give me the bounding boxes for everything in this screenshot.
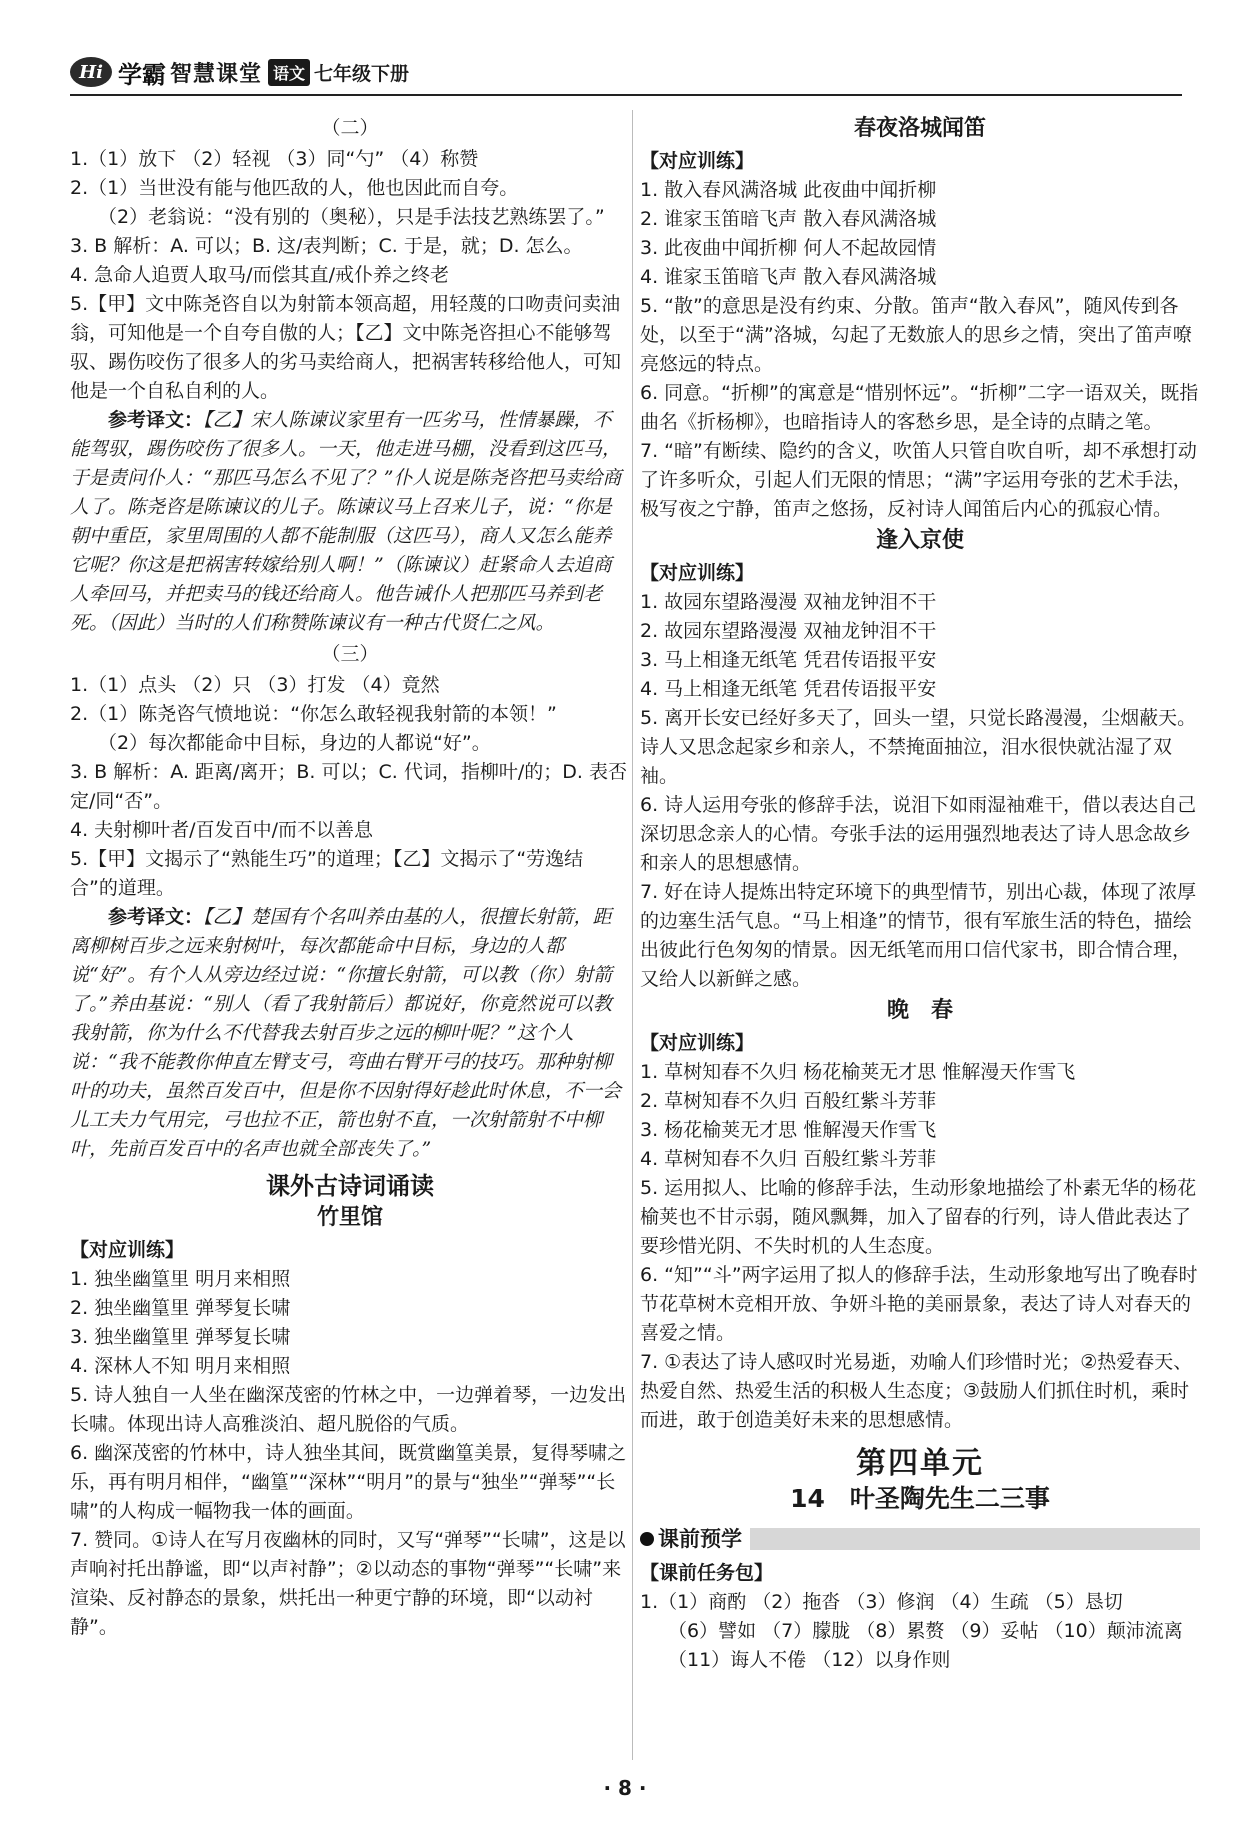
answer-item: 3. B 解析：A. 距离/离开；B. 可以；C. 代词，指柳叶/的；D. 表否定/同“否”。 bbox=[70, 761, 627, 812]
answer-item: 4. 急命人追贾人取马/而偿其直/戒仆养之终老 bbox=[70, 264, 449, 286]
column-divider bbox=[632, 110, 633, 1760]
answer-item: 1. 散入春风满洛城 此夜曲中闻折柳 bbox=[640, 179, 937, 201]
training-label: 【对应训练】 bbox=[640, 562, 755, 584]
answer-item: 4. 谁家玉笛暗飞声 散入春风满洛城 bbox=[640, 266, 937, 288]
answer-item: 4. 草树知春不久归 百般红紫斗芳菲 bbox=[640, 1148, 937, 1170]
reference-translation bbox=[70, 903, 630, 1164]
answer-item: 1.（1）放下 （2）轻视 （3）同“勺” （4）称赞 bbox=[70, 148, 479, 170]
translation-label: 参考译文： bbox=[108, 409, 204, 431]
page-header bbox=[70, 52, 409, 92]
answer-item: 5.【甲】文中陈尧咨自以为射箭本领高超，用轻蔑的口吻责问卖油翁，可知他是一个自夸自傲的人；【乙】文中陈尧咨担心不能够驾驭、踢伤咬伤了很多人的劣马卖给商人，把祸害转移给他人，可知他是一个自私自利的人。 bbox=[70, 293, 622, 402]
answer-item: 4. 夫射柳叶者/百发百中/而不以善息 bbox=[70, 819, 373, 841]
answer-item: 3. B 解析：A. 可以；B. 这/表判断；C. 于是，就；D. 怎么。 bbox=[70, 235, 583, 257]
training-label: 【对应训练】 bbox=[640, 150, 755, 172]
answer-item: 4. 深林人不知 明月来相照 bbox=[70, 1355, 291, 1377]
answer-item: 5. 运用拟人、比喻的修辞手法，生动形象地描绘了朴素无华的杨花榆荚也不甘示弱，随风飘舞，加入了留春的行列，诗人借此表达了要珍惜光阴、不失时机的人生态度。 bbox=[640, 1177, 1197, 1257]
lesson-title: 14 叶圣陶先生二三事 bbox=[790, 1484, 1050, 1513]
answer-item: 2. 故园东望路漫漫 双袖龙钟泪不干 bbox=[640, 620, 937, 642]
brand-subtitle: 智慧课堂 bbox=[170, 61, 263, 87]
grade-label: 七年级下册 bbox=[314, 62, 410, 85]
answer-item: 5. “散”的意思是没有约束、分散。笛声“散入春风”，随风传到各处，以至于“满”洛城，勾起了无数旅人的思乡之情，突出了笛声嘹亮悠远的特点。 bbox=[640, 295, 1192, 375]
poem-title-chunye: 春夜洛城闻笛 bbox=[853, 116, 986, 141]
right-column bbox=[640, 112, 1200, 1675]
section-2-title: （二） bbox=[321, 117, 379, 139]
reference-translation bbox=[70, 406, 630, 638]
answer-item: 7. 好在诗人提炼出特定环境下的典型情节，别出心裁，体现了浓厚的边塞生活气息。“马上相逢”的情节，很有军旅生活的特色，描绘出彼此行色匆匆的情景。因无纸笔而用口信代家书，即合情合理，又给人以新鲜之感。 bbox=[640, 881, 1197, 990]
answer-item: 2. 草树知春不久归 百般红紫斗芳菲 bbox=[640, 1090, 937, 1112]
training-label: 【对应训练】 bbox=[70, 1239, 185, 1261]
answer-item: 3. 独坐幽篁里 弹琴复长啸 bbox=[70, 1326, 291, 1348]
answer-item: （2）每次都能命中目标，身边的人都说“好”。 bbox=[98, 732, 491, 754]
answer-item: 6. 同意。“折柳”的寓意是“惜别怀远”。“折柳”二字一语双关，既指曲名《折杨柳》，也暗指诗人的客愁乡思，是全诗的点睛之笔。 bbox=[640, 382, 1199, 433]
answer-item: 6. 幽深茂密的竹林中，诗人独坐其间，既赏幽篁美景，复得琴啸之乐，再有明月相伴，“幽篁”“深林”“明月”的景与“独坐”“弹琴”“长啸”的人构成一幅物我一体的画面。 bbox=[70, 1442, 627, 1522]
answer-item: 3. 杨花榆荚无才思 惟解漫天作雪飞 bbox=[640, 1119, 937, 1141]
preview-label: 课前预学 bbox=[658, 1526, 742, 1551]
bullet-dot-icon bbox=[640, 1532, 654, 1546]
answer-item: 4. 马上相逢无纸笔 凭君传语报平安 bbox=[640, 678, 937, 700]
answer-item: 3. 马上相逢无纸笔 凭君传语报平安 bbox=[640, 649, 937, 671]
extra-poetry-title: 课外古诗词诵读 bbox=[266, 1172, 434, 1200]
preview-bar bbox=[750, 1528, 1200, 1550]
answer-item: （2）老翁说：“没有别的（奥秘），只是手法技艺熟练罢了。” bbox=[98, 206, 605, 228]
left-column bbox=[70, 112, 630, 1642]
answer-item: 5.【甲】文揭示了“熟能生巧”的道理；【乙】文揭示了“劳逸结合”的道理。 bbox=[70, 848, 584, 899]
answer-item: 2. 独坐幽篁里 弹琴复长啸 bbox=[70, 1297, 291, 1319]
answer-item: 1.（1）点头 （2）只 （3）打发 （4）竟然 bbox=[70, 674, 440, 696]
preview-heading bbox=[640, 1525, 750, 1554]
answer-item: 6. 诗人运用夸张的修辞手法，说泪下如雨湿袖难干，借以表达自己深切思念亲人的心情。夸张手法的运用强烈地表达了诗人思念故乡和亲人的思想感情。 bbox=[640, 794, 1197, 874]
answer-item: 2.（1）当世没有能与他匹敌的人，他也因此而自夸。 bbox=[70, 177, 519, 199]
training-label: 【对应训练】 bbox=[640, 1032, 755, 1054]
answer-item: 1. 独坐幽篁里 明月来相照 bbox=[70, 1268, 291, 1290]
header-divider bbox=[70, 94, 1182, 96]
poem-title-fengru: 逢入京使 bbox=[875, 528, 964, 553]
task-item: （6）譬如 （7）朦胧 （8）累赘 （9）妥帖 （10）颠沛流离 bbox=[668, 1620, 1183, 1642]
task-item: （11）诲人不倦 （12）以身作则 bbox=[668, 1649, 951, 1671]
section-3-title: （三） bbox=[321, 643, 379, 665]
preview-band bbox=[640, 1523, 1200, 1555]
answer-item: 7. ①表达了诗人感叹时光易逝，劝喻人们珍惜时光；②热爱春天、热爱自然、热爱生活的积极人生态度；③鼓励人们抓住时机，乘时而进，敢于创造美好未来的思想感情。 bbox=[640, 1351, 1193, 1431]
translation-text: 【乙】宋人陈谏议家里有一匹劣马，性情暴躁，不能驾驭，踢伤咬伤了很多人。一天，他走进马棚，没看到这匹马，于是责问仆人：“那匹马怎么不见了？”仆人说是陈尧咨把马卖给商人了。陈尧咨是陈谏议的儿子。陈谏议马上召来儿子，说：“你是朝中重臣，家里周围的人都不能制服（这匹马），商人又怎么能养它呢？你这是把祸害转嫁给别人啊！”（陈谏议）赶紧命人去追商人牵回马，并把卖马的钱还给商人。他告诫仆人把那匹马养到老死。（因此）当时的人们称赞陈谏议有一种古代贤仁之风。 bbox=[70, 409, 622, 634]
answer-item: 7. 赞同。①诗人在写月夜幽林的同时，又写“弹琴”“长啸”，这是以声响衬托出静谧，即“以声衬静”；②以动态的事物“弹琴”“长啸”来渲染、反衬静态的景象，烘托出一种更宁静的环境，即“以动衬静”。 bbox=[70, 1529, 626, 1638]
answer-item: 1. 草树知春不久归 杨花榆荚无才思 惟解漫天作雪飞 bbox=[640, 1061, 1076, 1083]
brand-name: 学霸 bbox=[118, 60, 166, 89]
answer-item: 6. “知”“斗”两字运用了拟人的修辞手法，生动形象地写出了晚春时节花草树木竞相开放、争妍斗艳的美丽景象，表达了诗人对春天的喜爱之情。 bbox=[640, 1264, 1198, 1344]
page-number: · 8 · bbox=[603, 1776, 647, 1800]
task-pack-label: 【课前任务包】 bbox=[640, 1562, 774, 1584]
poem-title-zhuliguan: 竹里馆 bbox=[316, 1205, 383, 1230]
poem-title-wanchun: 晚 春 bbox=[886, 998, 953, 1023]
answer-item: 7. “暗”有断续、隐约的含义，吹笛人只管自吹自听，却不承想打动了许多听众，引起人们无限的情思；“满”字运用夸张的艺术手法，极写夜之宁静，笛声之悠扬，反衬诗人闻笛后内心的孤寂心情。 bbox=[640, 440, 1197, 520]
task-item: 1.（1）商酌 （2）拖沓 （3）修润 （4）生疏 （5）恳切 bbox=[640, 1591, 1123, 1613]
translation-text: 【乙】楚国有个名叫养由基的人，很擅长射箭，距离柳树百步之远来射树叶，每次都能命中目标，身边的人都说“好”。有个人从旁边经过说：“你擅长射箭，可以教（你）射箭了。”养由基说：“别人（看了我射箭后）都说好，你竟然说可以教我射箭，你为什么不代替我去射百步之远的柳叶呢？”这个人说：“我不能教你伸直左臂支弓，弯曲右臂开弓的技巧。那种射柳叶的功夫，虽然百发百中，但是你不因射得好趁此时休息，不一会儿工夫力气用完，弓也拉不正，箭也射不直，一次射箭射不中柳叶，先前百发百中的名声也就全部丧失了。” bbox=[70, 906, 622, 1160]
answer-item: 3. 此夜曲中闻折柳 何人不起故园情 bbox=[640, 237, 937, 259]
answer-item: 2.（1）陈尧咨气愤地说：“你怎么敢轻视我射箭的本领！” bbox=[70, 703, 557, 725]
brand-logo-icon: Hi bbox=[70, 57, 112, 87]
unit-title: 第四单元 bbox=[856, 1446, 984, 1481]
translation-label: 参考译文： bbox=[108, 906, 204, 928]
answer-item: 5. 离开长安已经好多天了，回头一望，只觉长路漫漫，尘烟蔽天。诗人又思念起家乡和亲人，不禁掩面抽泣，泪水很快就沾湿了双袖。 bbox=[640, 707, 1197, 787]
answer-item: 1. 故园东望路漫漫 双袖龙钟泪不干 bbox=[640, 591, 937, 613]
answer-item: 2. 谁家玉笛暗飞声 散入春风满洛城 bbox=[640, 208, 937, 230]
subject-badge: 语文 bbox=[268, 59, 310, 86]
answer-item: 5. 诗人独自一人坐在幽深茂密的竹林之中，一边弹着琴，一边发出长啸。体现出诗人高雅淡泊、超凡脱俗的气质。 bbox=[70, 1384, 627, 1435]
